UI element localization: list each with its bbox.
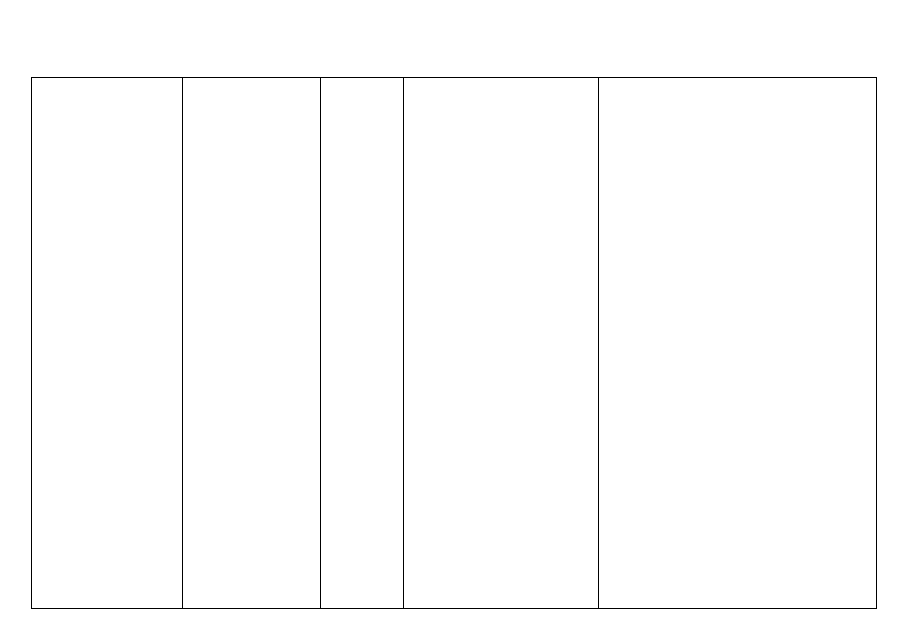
table-column-divider xyxy=(403,78,404,608)
table-column-divider xyxy=(598,78,599,608)
coordinates-table xyxy=(31,77,877,609)
table-column-divider xyxy=(320,78,321,608)
table-column-divider xyxy=(182,78,183,608)
